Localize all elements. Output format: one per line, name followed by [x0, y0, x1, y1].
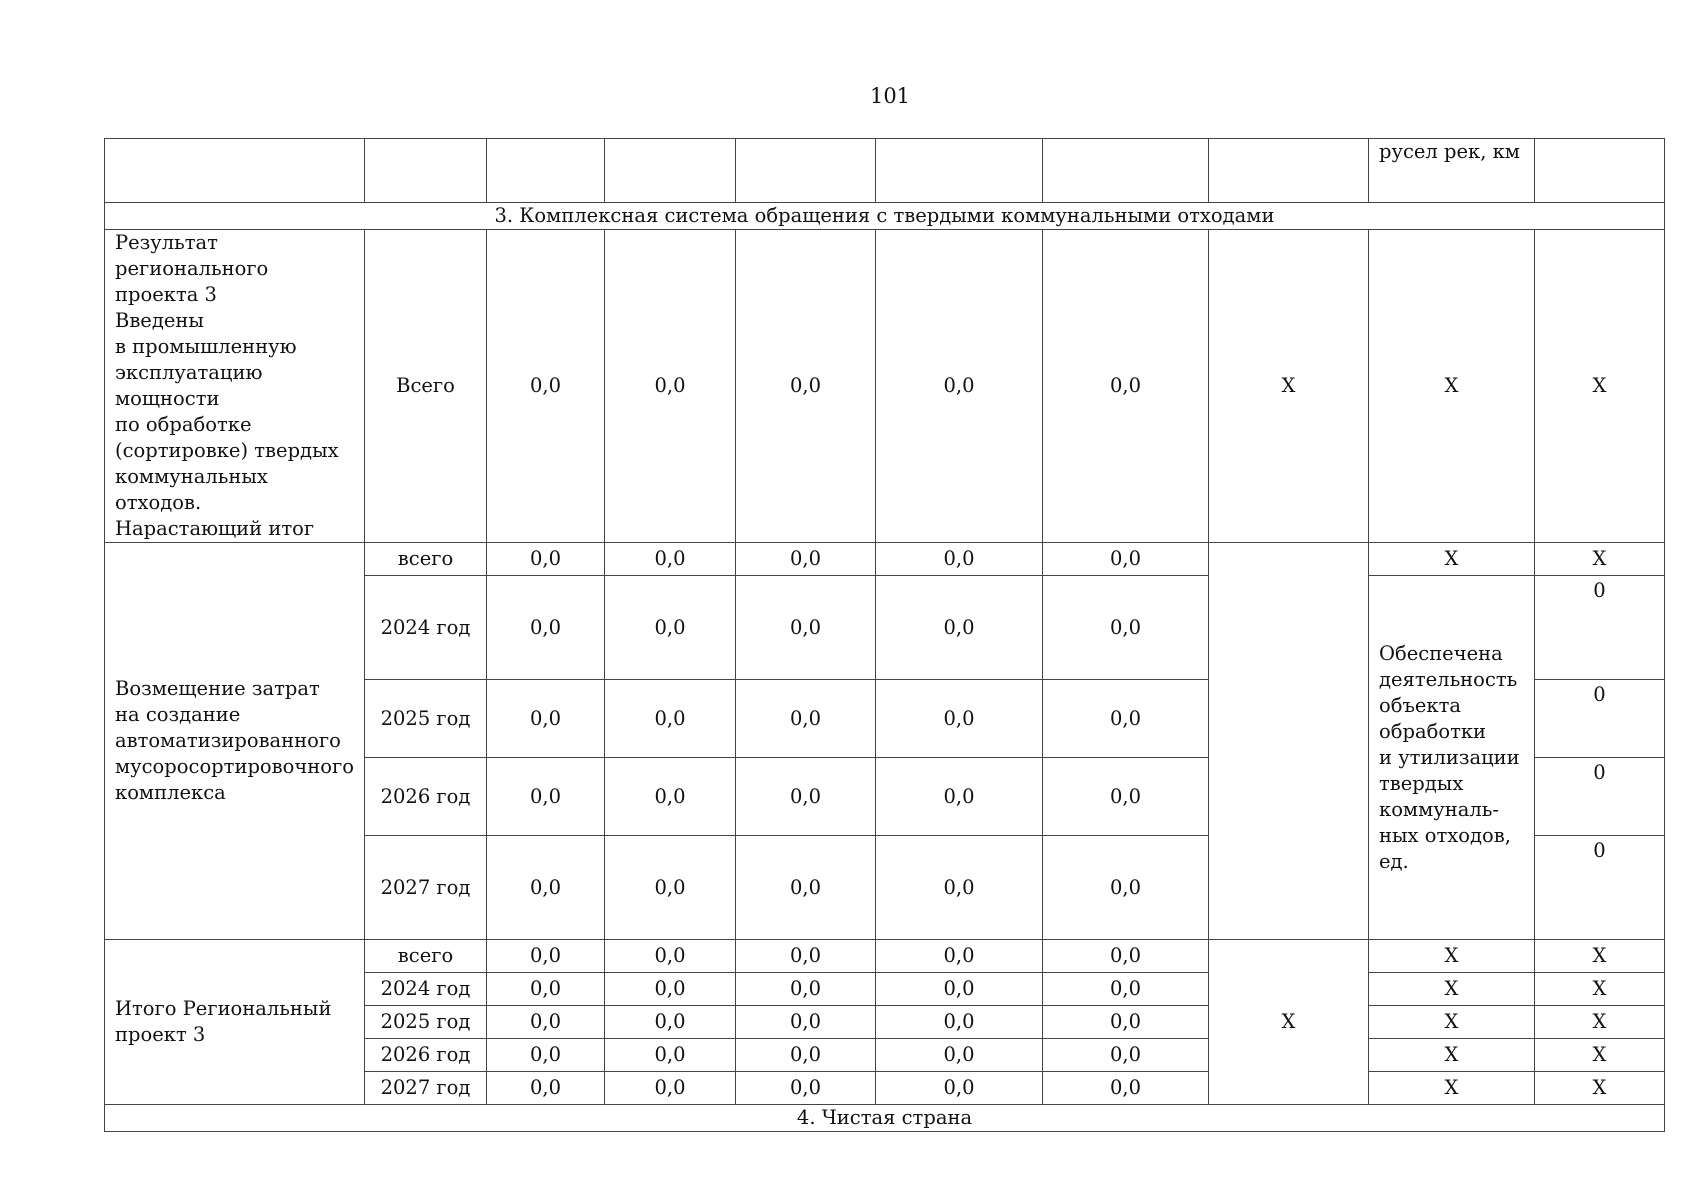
value-cell: 0,0 [736, 230, 876, 543]
value-cell: 0,0 [736, 1072, 876, 1105]
x-mark-cell: X [1369, 1006, 1535, 1039]
period-cell: 2025 год [365, 1006, 487, 1039]
value-cell: 0,0 [1043, 230, 1209, 543]
value-cell: 0,0 [605, 1006, 736, 1039]
budget-table [104, 138, 1665, 1132]
table-row [105, 940, 1665, 973]
value-cell: 0,0 [876, 230, 1043, 543]
table-cell [736, 139, 876, 203]
value-cell: 0,0 [487, 1006, 605, 1039]
value-cell: 0,0 [605, 973, 736, 1006]
indicator-cell [1369, 576, 1535, 940]
value-cell: 0,0 [487, 576, 605, 680]
value-cell: 0,0 [1043, 1072, 1209, 1105]
table-cell [1043, 139, 1209, 203]
compensation-label-text: Возмещение затрат на создание автоматизированного мусоросортировочного комплекса [115, 677, 354, 804]
value-cell: 0,0 [605, 680, 736, 758]
table-cell [487, 139, 605, 203]
table-cell [605, 139, 736, 203]
value-cell: 0,0 [736, 940, 876, 973]
target-value-cell: 0 [1535, 680, 1665, 758]
value-cell: 0,0 [487, 230, 605, 543]
value-cell: 0,0 [736, 836, 876, 940]
x-mark-cell: X [1535, 1039, 1665, 1072]
value-cell: 0,0 [736, 680, 876, 758]
value-cell: 0,0 [736, 543, 876, 576]
period-cell: 2025 год [365, 680, 487, 758]
value-cell: 0,0 [1043, 680, 1209, 758]
period-cell: 2027 год [365, 836, 487, 940]
period-cell: 2024 год [365, 973, 487, 1006]
value-cell: 0,0 [736, 758, 876, 836]
value-cell: 0,0 [487, 680, 605, 758]
compensation-label [105, 543, 365, 940]
value-cell: 0,0 [876, 1039, 1043, 1072]
value-cell: 0,0 [736, 576, 876, 680]
x-mark-cell: X [1369, 973, 1535, 1006]
x-mark-cell: X [1535, 1006, 1665, 1039]
table-cell [1535, 139, 1665, 203]
x-mark-cell: X [1535, 973, 1665, 1006]
value-cell: 0,0 [1043, 940, 1209, 973]
table-row [105, 1105, 1665, 1132]
value-cell: 0,0 [487, 836, 605, 940]
page-number: 101 [869, 84, 911, 108]
x-mark-cell: X [1535, 230, 1665, 543]
value-cell: 0,0 [487, 1039, 605, 1072]
value-cell: 0,0 [1043, 1006, 1209, 1039]
value-cell: 0,0 [605, 940, 736, 973]
value-cell: 0,0 [605, 230, 736, 543]
value-cell: 0,0 [1043, 1039, 1209, 1072]
value-cell: 0,0 [605, 836, 736, 940]
total-label-text: Итого Региональный проект 3 [115, 997, 332, 1046]
value-cell: 0,0 [605, 1072, 736, 1105]
value-cell: 0,0 [1043, 973, 1209, 1006]
table-row [105, 230, 1665, 543]
value-cell: 0,0 [876, 973, 1043, 1006]
value-cell: 0,0 [487, 758, 605, 836]
x-mark-cell: X [1369, 1039, 1535, 1072]
period-cell: всего [365, 940, 487, 973]
value-cell: 0,0 [876, 1072, 1043, 1105]
result-label [105, 230, 365, 543]
value-cell: 0,0 [736, 973, 876, 1006]
value-cell: 0,0 [736, 1006, 876, 1039]
value-cell: 0,0 [876, 1006, 1043, 1039]
value-cell: 0,0 [487, 543, 605, 576]
value-cell: 0,0 [605, 758, 736, 836]
table-cell [105, 139, 365, 203]
result-label-text: Результат регионального проекта 3 Введены в промышленную эксплуатацию мощности по обработке (сортировке) твердых коммунальных отходов. Нарастающий итог [115, 231, 339, 540]
indicator-text: Обеспечена деятельность объекта обработки и утилизации твердых коммуналь- ных отходов, ед. [1379, 641, 1520, 873]
x-mark-cell: X [1535, 543, 1665, 576]
period-cell: 2027 год [365, 1072, 487, 1105]
value-cell: 0,0 [876, 680, 1043, 758]
value-cell: 0,0 [487, 1072, 605, 1105]
x-mark-cell: X [1535, 1072, 1665, 1105]
x-mark-cell: X [1369, 543, 1535, 576]
period-cell: всего [365, 543, 487, 576]
x-mark-cell: X [1209, 230, 1369, 543]
value-cell: 0,0 [876, 940, 1043, 973]
x-mark-cell: X [1209, 940, 1369, 1105]
period-cell: 2024 год [365, 576, 487, 680]
value-cell: 0,0 [876, 758, 1043, 836]
value-cell: 0,0 [605, 543, 736, 576]
value-cell: 0,0 [876, 543, 1043, 576]
value-cell: 0,0 [876, 576, 1043, 680]
table-cell [1209, 139, 1369, 203]
target-value-cell: 0 [1535, 758, 1665, 836]
value-cell: 0,0 [487, 973, 605, 1006]
table-cell [365, 139, 487, 203]
section-heading: 3. Комплексная система обращения с твердыми коммунальными отходами [105, 203, 1665, 230]
table-cell [876, 139, 1043, 203]
x-mark-cell: X [1535, 940, 1665, 973]
total-label [105, 940, 365, 1105]
period-cell: 2026 год [365, 758, 487, 836]
x-mark-cell: X [1369, 940, 1535, 973]
x-mark-cell: X [1369, 1072, 1535, 1105]
value-cell: 0,0 [605, 576, 736, 680]
table-row [105, 139, 1665, 203]
value-cell: 0,0 [1043, 758, 1209, 836]
period-cell: 2026 год [365, 1039, 487, 1072]
value-cell: 0,0 [1043, 576, 1209, 680]
value-cell: 0,0 [876, 836, 1043, 940]
indicator-unit-cell: русел рек, км [1369, 139, 1535, 203]
target-value-cell: 0 [1535, 836, 1665, 940]
table-row [105, 203, 1665, 230]
value-cell: 0,0 [1043, 836, 1209, 940]
empty-merged-cell [1209, 543, 1369, 940]
table-row [105, 543, 1665, 576]
value-cell: 0,0 [605, 1039, 736, 1072]
period-cell: Всего [365, 230, 487, 543]
value-cell: 0,0 [736, 1039, 876, 1072]
value-cell: 0,0 [487, 940, 605, 973]
value-cell: 0,0 [1043, 543, 1209, 576]
target-value-cell: 0 [1535, 576, 1665, 680]
x-mark-cell: X [1369, 230, 1535, 543]
section-heading: 4. Чистая страна [105, 1105, 1665, 1132]
